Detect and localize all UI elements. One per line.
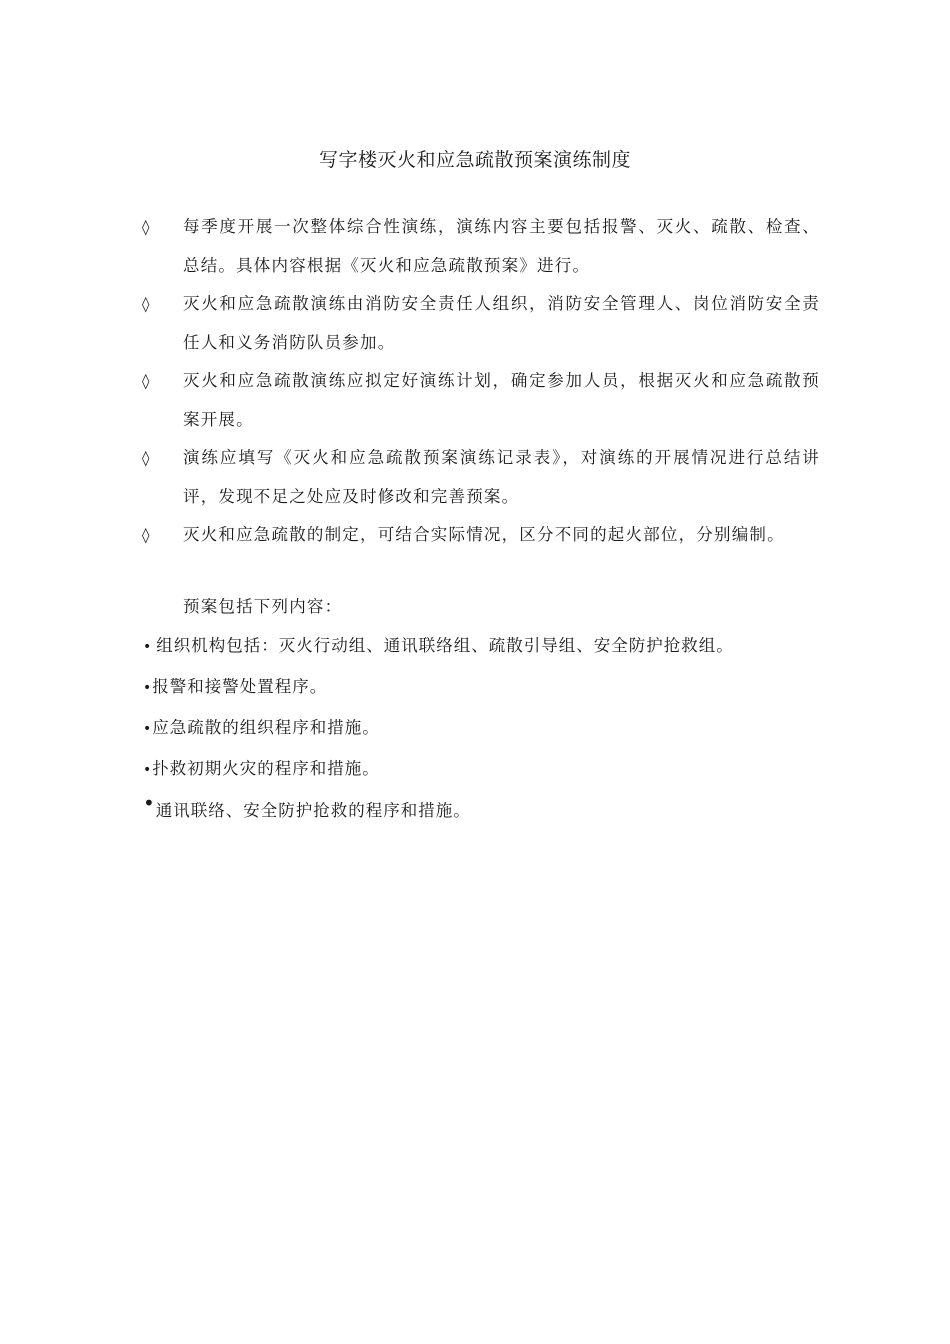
rules-list bbox=[140, 208, 820, 555]
list-item bbox=[143, 790, 843, 830]
list-item bbox=[143, 626, 843, 667]
document-title: 写字楼灭火和应急疏散预案演练制度 bbox=[318, 149, 631, 171]
item-text: 通讯联络、安全防护抢救的程序和措施。 bbox=[155, 801, 471, 820]
item-text: 报警和接警处置程序。 bbox=[152, 677, 328, 696]
dot-bullet-icon: • bbox=[143, 639, 153, 655]
diamond-bullet-icon: ◊ bbox=[142, 449, 151, 467]
list-item bbox=[143, 667, 843, 708]
plan-contents-list bbox=[143, 626, 843, 830]
list-item bbox=[143, 708, 843, 749]
rule-item bbox=[140, 285, 820, 362]
item-text: 组织机构包括：灭火行动组、通讯联络组、疏散引导组、安全防护抢救组。 bbox=[156, 636, 734, 655]
rule-item bbox=[140, 439, 820, 516]
item-text: 扑救初期火灾的程序和措施。 bbox=[152, 759, 380, 778]
diamond-bullet-icon: ◊ bbox=[142, 526, 151, 544]
list-item bbox=[143, 749, 843, 790]
dot-bullet-icon: • bbox=[143, 721, 153, 737]
rule-text: 灭火和应急疏散的制定，可结合实际情况，区分不同的起火部位，分别编制。 bbox=[183, 525, 785, 544]
item-text: 应急疏散的组织程序和措施。 bbox=[152, 718, 380, 737]
rule-item bbox=[140, 208, 820, 285]
rule-text: 每季度开展一次整体综合性演练，演练内容主要包括报警、灭火、疏散、检查、总结。具体内容根据《灭火和应急疏散预案》进行。 bbox=[183, 217, 820, 275]
dot-bullet-icon: • bbox=[143, 680, 153, 696]
plan-contents-intro: 预案包括下列内容： bbox=[183, 597, 343, 616]
rule-item bbox=[140, 516, 820, 555]
rule-item bbox=[140, 362, 820, 439]
diamond-bullet-icon: ◊ bbox=[142, 372, 151, 390]
rule-text: 演练应填写《灭火和应急疏散预案演练记录表》，对演练的开展情况进行总结讲评，发现不足之处应及时修改和完善预案。 bbox=[183, 448, 820, 506]
diamond-bullet-icon: ◊ bbox=[142, 295, 151, 313]
dot-bullet-icon: • bbox=[143, 791, 156, 815]
diamond-bullet-icon: ◊ bbox=[142, 218, 151, 236]
rule-text: 灭火和应急疏散演练由消防安全责任人组织，消防安全管理人、岗位消防安全责任人和义务消防队员参加。 bbox=[183, 294, 820, 352]
rule-text: 灭火和应急疏散演练应拟定好演练计划，确定参加人员，根据灭火和应急疏散预案开展。 bbox=[183, 371, 820, 429]
dot-bullet-icon: • bbox=[143, 762, 153, 778]
